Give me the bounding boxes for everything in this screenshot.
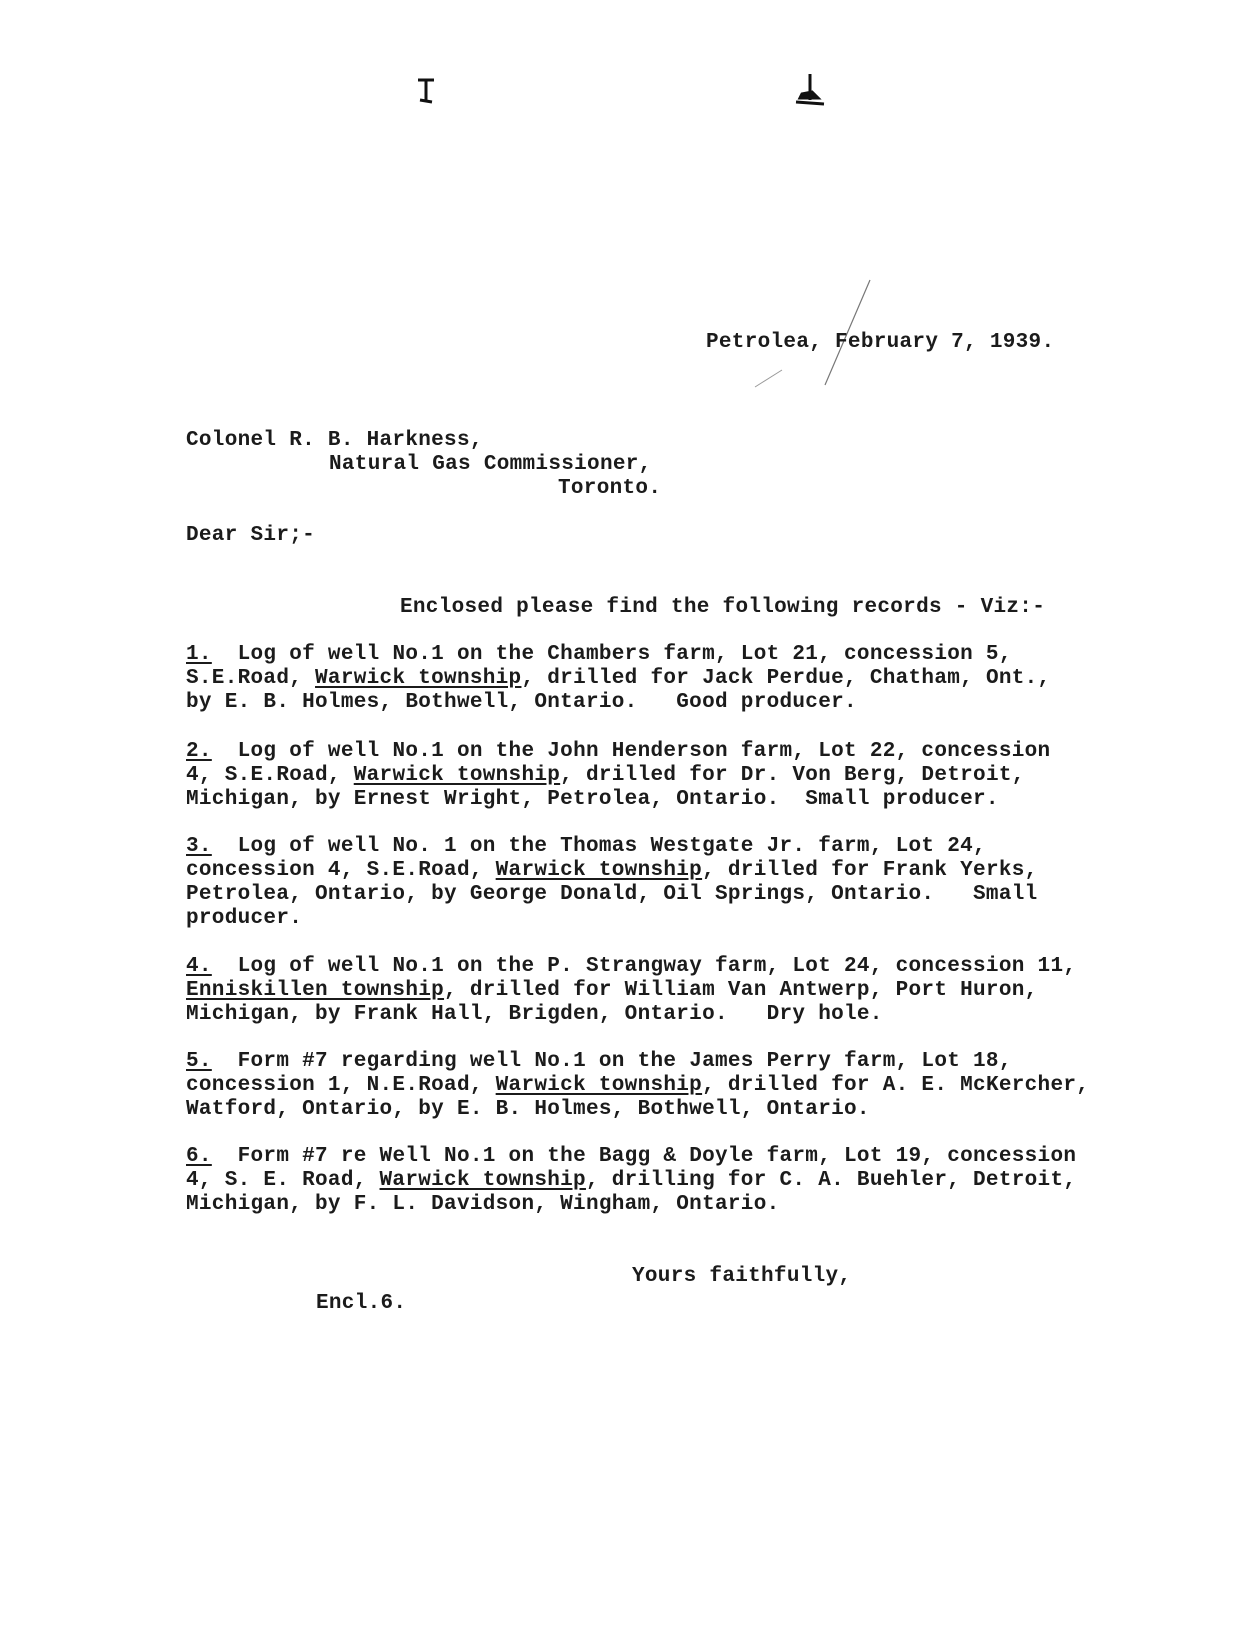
record-item-3-line-1: 3. Log of well No. 1 on the Thomas Westgate Jr. farm, Lot 24,: [186, 835, 986, 858]
record-item-4: [186, 955, 1206, 1027]
dateline: Petrolea, February 7, 1939.: [706, 331, 1055, 354]
address-title: Natural Gas Commissioner,: [329, 453, 652, 476]
township-name: Warwick township: [495, 1074, 703, 1097]
record-item-1: [186, 643, 1206, 715]
record-item-2-line-2: 4, S.E.Road, Warwick township, drilled for Dr. Von Berg, Detroit,: [186, 764, 1025, 787]
record-item-2-number: 2.: [186, 740, 212, 763]
top-right-mark: [792, 72, 828, 112]
top-left-mark: [414, 76, 438, 106]
township-name: Warwick township: [315, 667, 522, 690]
township-name: Warwick township: [353, 764, 561, 787]
record-item-1-line-2: S.E.Road, Warwick township, drilled for Jack Perdue, Chatham, Ont.,: [186, 667, 1051, 690]
record-item-3: [186, 835, 1206, 931]
record-item-2-line-1: 2. Log of well No.1 on the John Henderson farm, Lot 22, concession: [186, 740, 1051, 763]
closing: Yours faithfully,: [632, 1265, 852, 1288]
record-item-4-line-2: Enniskillen township, drilled for William Van Antwerp, Port Huron,: [186, 979, 1038, 1002]
enclosure-note: Encl.6.: [316, 1292, 407, 1315]
township-name: Warwick township: [495, 859, 703, 882]
record-item-4-line-3: Michigan, by Frank Hall, Brigden, Ontario. Dry hole.: [186, 1003, 883, 1026]
intro-line: Enclosed please find the following records - Viz:-: [400, 596, 1046, 619]
record-item-3-line-3: Petrolea, Ontario, by George Donald, Oil Springs, Ontario. Small: [186, 883, 1038, 906]
record-item-6-line-2: 4, S. E. Road, Warwick township, drilling for C. A. Buehler, Detroit,: [186, 1169, 1077, 1192]
record-item-1-number: 1.: [186, 643, 212, 666]
record-item-6-number: 6.: [186, 1145, 212, 1168]
record-item-2-line-3: Michigan, by Ernest Wright, Petrolea, Ontario. Small producer.: [186, 788, 999, 811]
address-city: Toronto.: [558, 477, 662, 500]
record-item-3-number: 3.: [186, 835, 212, 858]
record-item-1-line-3: by E. B. Holmes, Bothwell, Ontario. Good producer.: [186, 691, 857, 714]
record-item-5-number: 5.: [186, 1050, 212, 1073]
record-item-3-line-2: concession 4, S.E.Road, Warwick township, drilled for Frank Yerks,: [186, 859, 1038, 882]
record-item-5-line-1: 5. Form #7 regarding well No.1 on the James Perry farm, Lot 18,: [186, 1050, 1012, 1073]
record-item-6-line-1: 6. Form #7 re Well No.1 on the Bagg & Doyle farm, Lot 19, concession: [186, 1145, 1077, 1168]
record-item-1-line-1: 1. Log of well No.1 on the Chambers farm, Lot 21, concession 5,: [186, 643, 1012, 666]
record-item-5-line-2: concession 1, N.E.Road, Warwick township, drilled for A. E. McKercher,: [186, 1074, 1090, 1097]
address-name: Colonel R. B. Harkness,: [186, 429, 483, 452]
record-item-5-line-3: Watford, Ontario, by E. B. Holmes, Bothwell, Ontario.: [186, 1098, 870, 1121]
township-name: Warwick township: [379, 1169, 586, 1192]
record-item-6: [186, 1145, 1206, 1217]
record-item-5: [186, 1050, 1206, 1122]
record-item-2: [186, 740, 1206, 812]
salutation: Dear Sir;-: [186, 524, 316, 547]
record-item-4-number: 4.: [186, 955, 212, 978]
township-name: Enniskillen township: [186, 979, 445, 1002]
record-item-3-line-4: producer.: [186, 907, 303, 930]
record-item-6-line-3: Michigan, by F. L. Davidson, Wingham, Ontario.: [186, 1193, 780, 1216]
record-item-4-line-1: 4. Log of well No.1 on the P. Strangway farm, Lot 24, concession 11,: [186, 955, 1077, 978]
